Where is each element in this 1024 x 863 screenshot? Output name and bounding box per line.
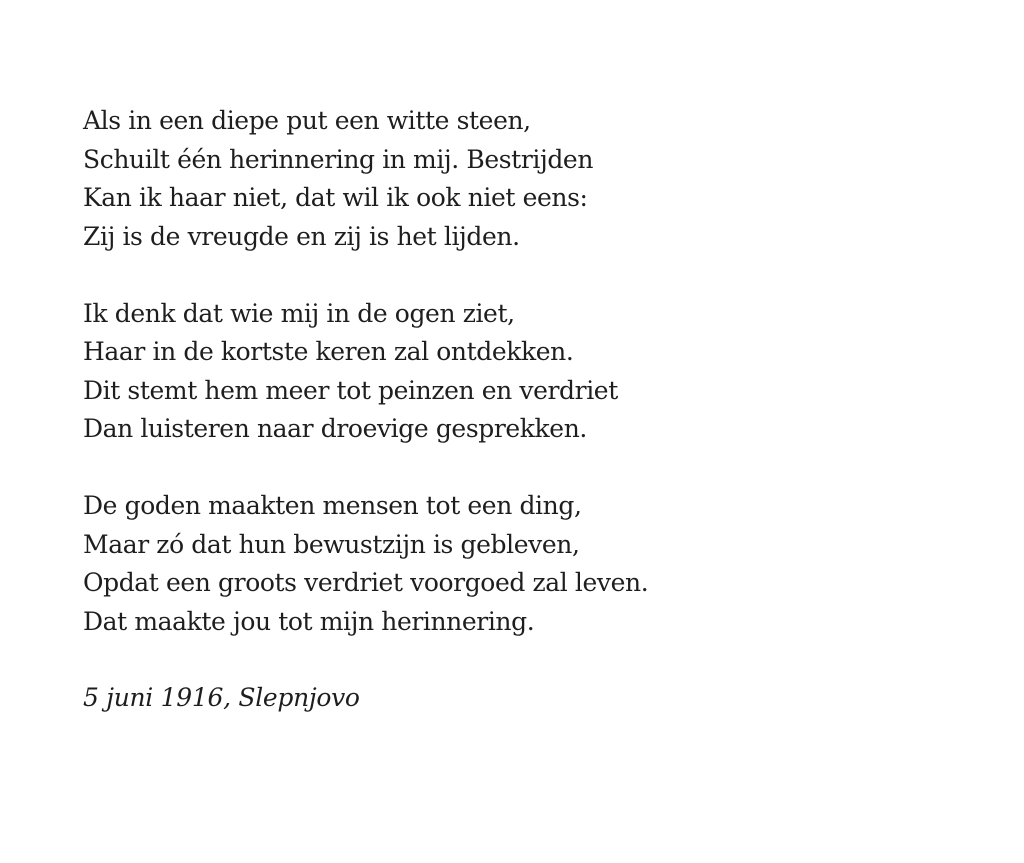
poem-line: Zij is de vreugde en zij is het lijden. (83, 221, 520, 251)
stanza-2 (83, 295, 648, 449)
poem-line: Opdat een groots verdriet voorgoed zal leven. (83, 568, 649, 597)
poem-body (83, 102, 648, 641)
poem-line: Maar zó dat hun bewustzijn is gebleven, (83, 529, 580, 559)
poem-line: Kan ik haar niet, dat wil ik ook niet eens: (83, 183, 588, 212)
poem-line: Dan luisteren naar droevige gesprekken. (83, 414, 587, 443)
poem-line: Dat maakte jou tot mijn herinnering. (83, 606, 535, 636)
poem-line: Dit stemt hem meer tot peinzen en verdriet (83, 375, 618, 405)
stanza-3 (83, 487, 648, 641)
poem-dateline: 5 juni 1916, Slepnjovo (83, 683, 360, 712)
poem-line: Als in een diepe put een witte steen, (83, 106, 531, 135)
poem-line: Ik denk dat wie mij in de ogen ziet, (83, 298, 515, 328)
poem-line: Schuilt één herinnering in mij. Bestrijden (83, 144, 594, 174)
stanza-1 (83, 102, 648, 256)
poem-line: Haar in de kortste keren zal ontdekken. (83, 337, 574, 366)
poem-line: De goden maakten mensen tot een ding, (83, 491, 582, 520)
